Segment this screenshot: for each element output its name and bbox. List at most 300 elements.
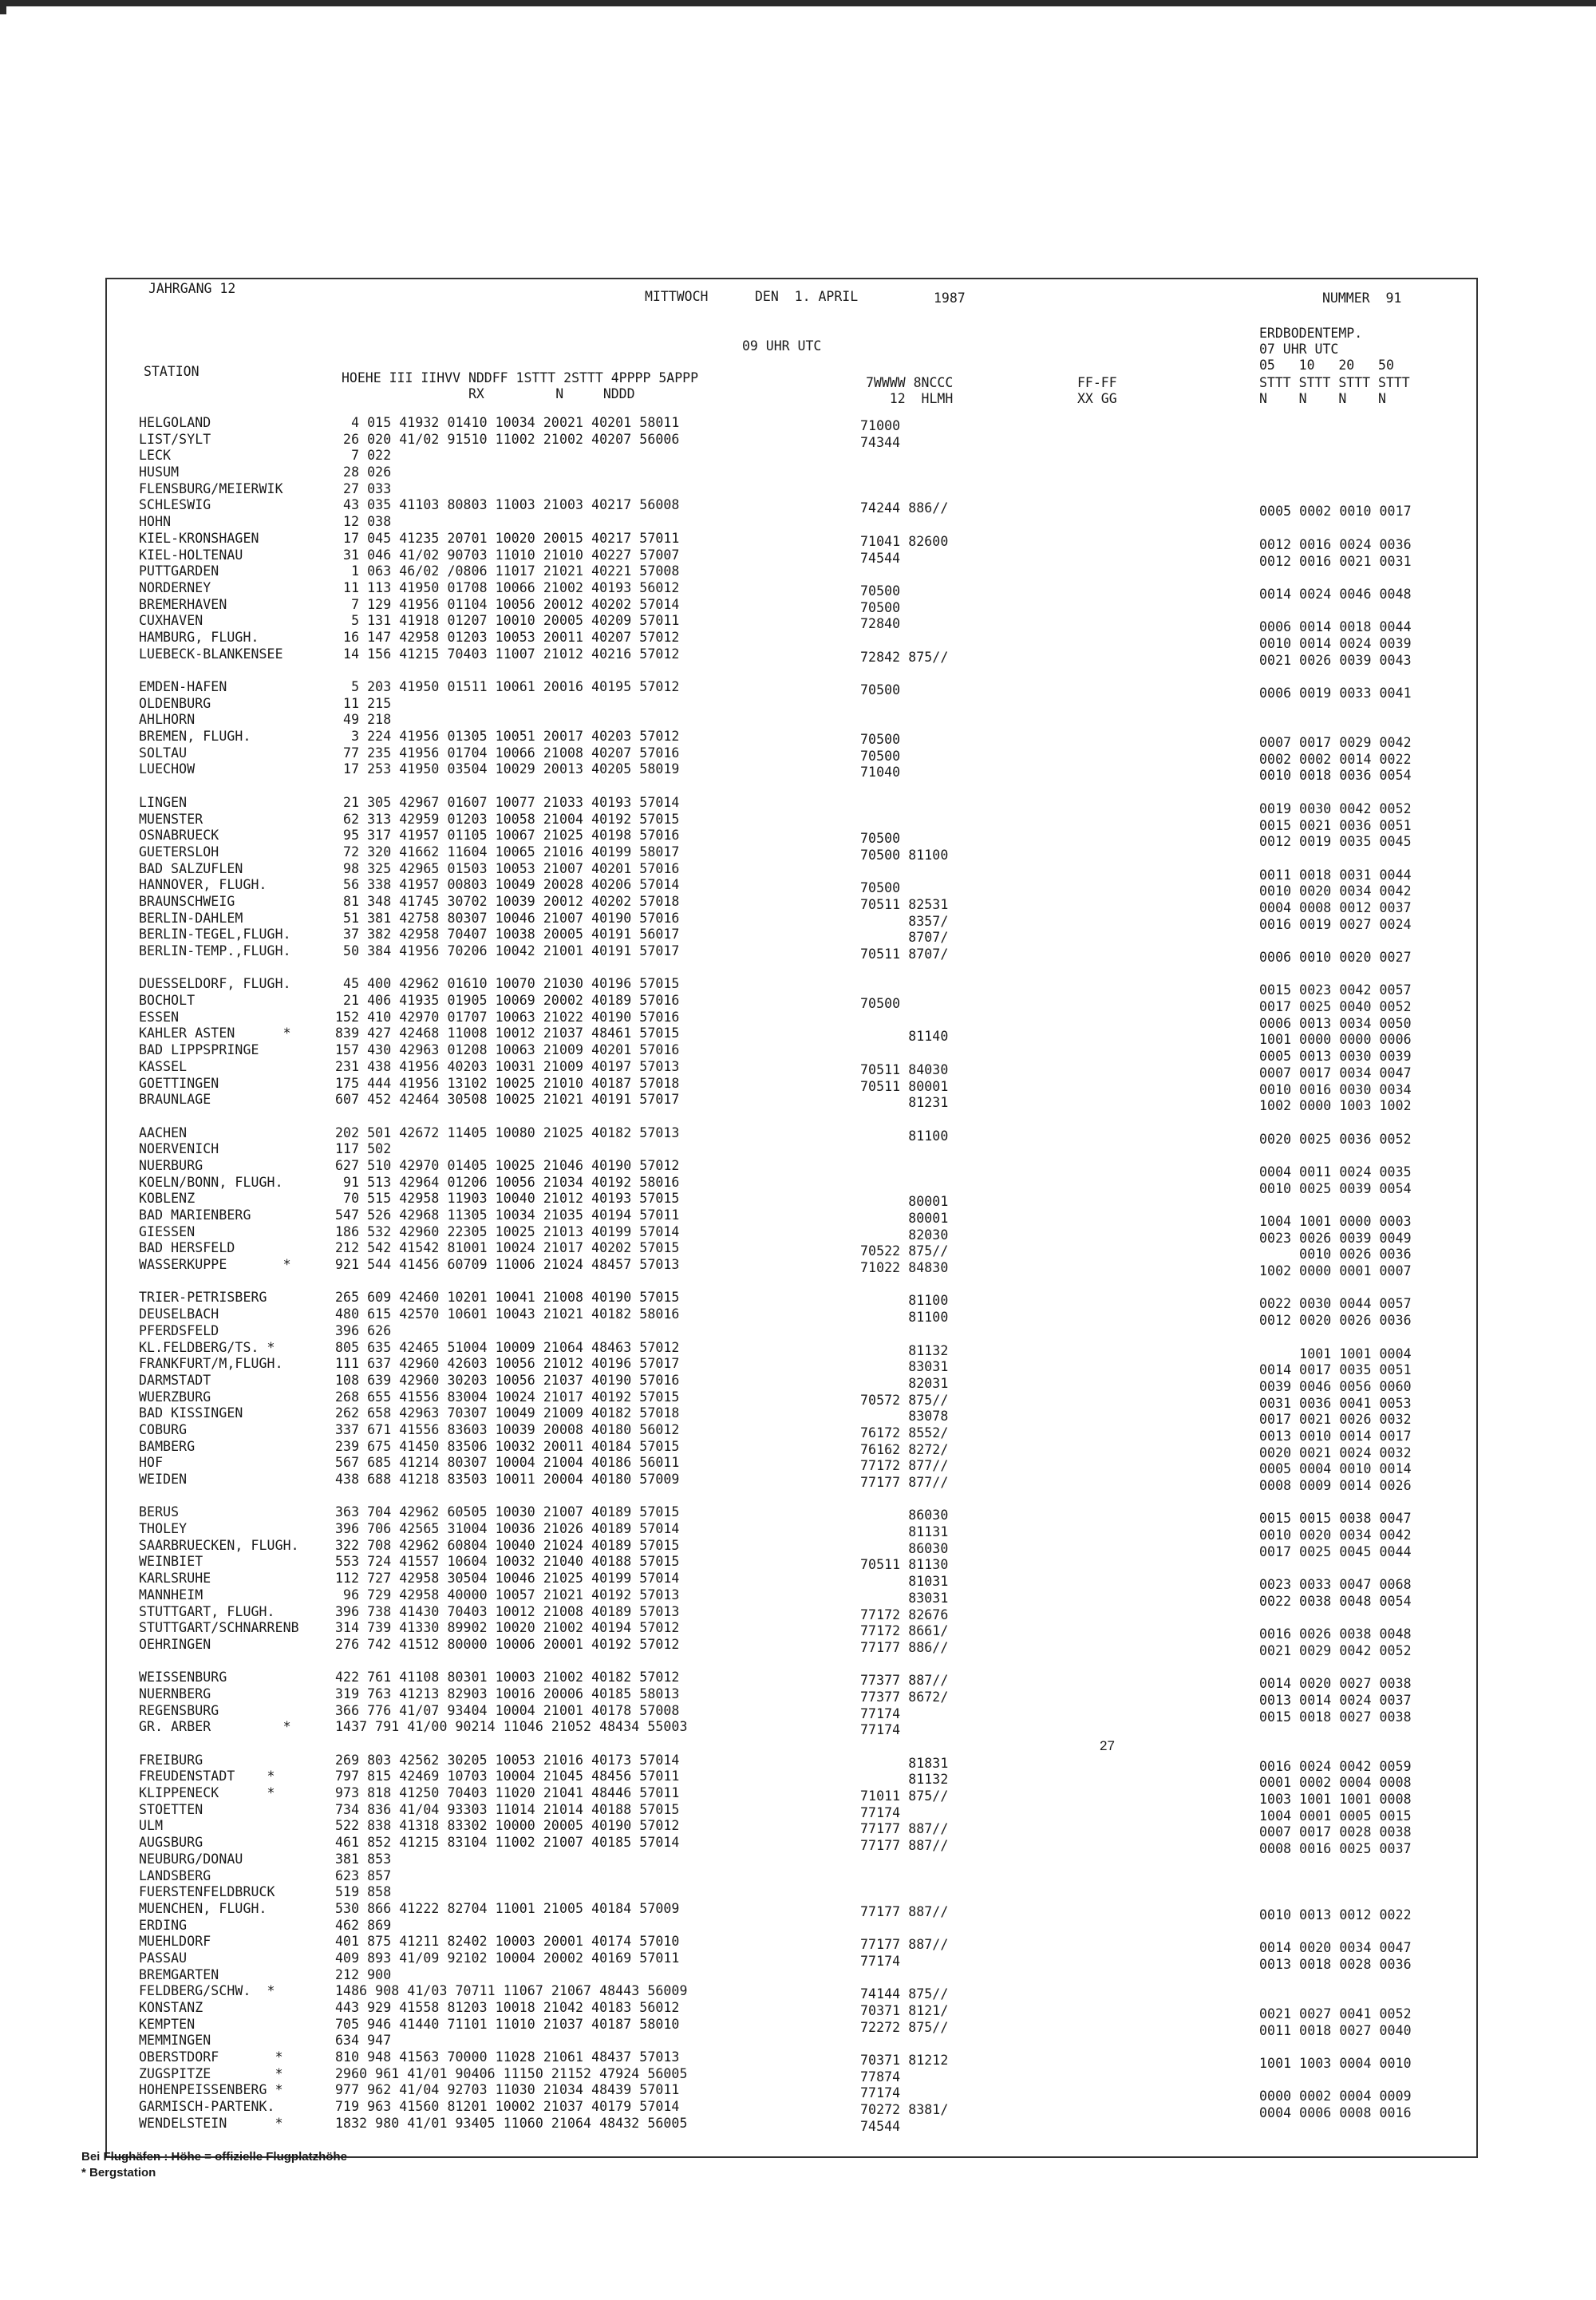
weather-values: 74544 [860,550,901,566]
synop-values: 1486 908 41/03 70711 11067 21067 48443 56009 [335,1983,688,1999]
station-name: GARMISCH-PARTENK. [139,2099,275,2115]
weather-code-column [860,418,948,2136]
synop-values [335,662,688,679]
synop-values: 519 858 [335,1884,392,1900]
weather-values [860,963,948,980]
weather-values: 70371 81212 [860,2053,949,2069]
soil-values [1259,1742,1412,1759]
weather-values [860,451,948,468]
soil-values: 0010 0026 0036 [1259,1247,1412,1263]
synop-values: 17 253 41950 03504 10029 20013 40205 58019 [335,761,680,777]
station-name: BERUS [139,1504,180,1520]
weather-values: 8357/ [860,913,949,929]
soil-values: 0015 0015 0038 0047 [1259,1511,1412,1527]
weather-columns-subheader: 12 HLMH [866,391,954,406]
synop-values: 438 688 41218 83503 10011 20004 40180 57009 [335,1472,680,1487]
synop-values: 51 381 42758 80307 10046 21007 40190 57016 [335,910,680,926]
weather-values: 77174 [860,1722,901,1738]
synop-values: 186 532 42960 22305 10025 21013 40199 57014 [335,1223,680,1239]
synop-values: 72 320 41662 11604 10065 21016 40199 58017 [335,844,680,860]
synop-values: 231 438 41956 40203 10031 21009 40197 57013 [335,1058,680,1074]
soil-values [1259,851,1412,867]
station-name: SAARBRUECKEN, FLUGH. [139,1537,299,1553]
wind-columns-header: FF-FF [1077,375,1117,390]
synop-values: 7 022 [335,448,392,464]
soil-values: 0016 0019 0027 0024 [1259,916,1412,932]
station-name: HOF [139,1455,164,1471]
station-name: HELGOLAND [139,415,211,430]
station-name: REGENSBURG [139,1702,219,1718]
year-label: 1987 [934,290,966,306]
synop-values [335,1654,688,1670]
station-name: GR. ARBER * [139,1719,291,1735]
weather-values: 81831 [860,1755,949,1771]
synop-values: 734 836 41/04 93303 11014 21014 40188 57015 [335,1801,680,1817]
weather-values [860,633,948,650]
station-name: FUERSTENFELDBRUCK [139,1884,275,1900]
soil-values: 1004 0001 0005 0015 [1259,1808,1412,1824]
weather-values: 71041 82600 [860,533,949,549]
soil-values: 1002 0000 0001 0007 [1259,1263,1412,1279]
page-top-border [0,0,1596,6]
weather-values: 74344 [860,434,901,450]
weather-values [860,666,948,682]
synop-values: 81 348 41745 30702 10039 20012 40202 57018 [335,893,680,909]
soil-values: 0010 0016 0030 0034 [1259,1081,1412,1097]
weather-values: 74144 875// [860,1986,949,2002]
weather-values [860,699,948,716]
weather-values: 70511 80001 [860,1078,949,1094]
station-name: BAD MARIENBERG [139,1207,251,1223]
synop-values: 45 400 42962 01610 10070 21030 40196 57015 [335,976,680,992]
synop-values: 921 544 41456 60709 11006 21024 48457 57013 [335,1257,680,1273]
weather-columns-header: 7WWWW 8NCCC [866,375,954,390]
station-name: SCHLESWIG [139,497,211,513]
synop-values: 314 739 41330 89902 10020 21002 40194 57012 [335,1620,680,1636]
weather-values: 71011 875// [860,1788,949,1804]
station-name: BERLIN-TEMP.,FLUGH. [139,943,291,958]
soil-values: 0014 0024 0046 0048 [1259,586,1412,602]
synop-values: 70 515 42958 11903 10040 21012 40193 57015 [335,1191,680,1207]
weather-values: 74544 [860,2118,901,2134]
soil-values: 0001 0002 0004 0008 [1259,1775,1412,1791]
soil-values: 0008 0016 0025 0037 [1259,1841,1412,1857]
date-label: DEN 1. APRIL [755,289,859,304]
soil-values [1259,1924,1412,1941]
weather-values: 80001 [860,1211,949,1226]
synop-values: 49 218 [335,712,392,728]
soil-values [1259,1280,1412,1297]
soil-values: 0022 0038 0048 0054 [1259,1593,1412,1609]
soil-temp-column [1259,421,1412,2139]
weather-values [860,1887,948,1904]
station-name: STOETTEN [139,1801,203,1817]
station-name: HOHN [139,514,172,530]
synop-values: 797 815 42469 10703 10004 21045 48456 57011 [335,1768,680,1784]
synop-values: 269 803 42562 30205 10053 21016 40173 57014 [335,1752,680,1768]
synop-values [335,1109,688,1125]
weather-values: 83031 [860,1590,949,1606]
station-name: AUGSBURG [139,1835,203,1851]
weather-values [860,484,948,501]
weather-values: 77177 886// [860,1639,949,1655]
station-name: COBURG [139,1421,188,1437]
station-name: BRAUNLAGE [139,1092,211,1108]
soil-values [1259,471,1412,488]
weather-values: 82031 [860,1375,949,1391]
station-name: ULM [139,1818,164,1834]
station-name: KL.FELDBERG/TS. * [139,1339,275,1355]
synop-values: 37 382 42958 70407 10038 20005 40191 56017 [335,927,680,943]
station-name [139,778,299,795]
weather-values: 86030 [860,1508,949,1523]
weather-values: 81132 [860,1772,949,1788]
weather-values [860,1045,948,1062]
soil-values: 0014 0020 0027 0038 [1259,1676,1412,1692]
station-name: KLIPPENECK * [139,1785,275,1801]
weather-values [860,1970,948,1987]
synop-values: 239 675 41450 83506 10032 20011 40184 57015 [335,1438,680,1454]
soil-values [1259,1990,1412,2006]
soil-temp-title: ERDBODENTEMP. [1259,326,1363,341]
station-name: WUERZBURG [139,1389,211,1405]
soil-values: 0012 0016 0021 0031 [1259,553,1412,569]
synop-values: 56 338 41957 00803 10049 20028 40206 57014 [335,877,680,893]
weather-values: 70272 8381/ [860,2102,949,2118]
weather-values: 70511 82531 [860,896,949,912]
synop-values: 17 045 41235 20701 10020 20015 40217 57011 [335,530,680,546]
soil-values: 1004 1001 0000 0003 [1259,1214,1412,1229]
soil-values: 0014 0017 0035 0051 [1259,1362,1412,1378]
station-name: NUERBURG [139,1157,203,1173]
soil-values: 0007 0017 0034 0047 [1259,1065,1412,1081]
weather-values [860,815,948,832]
soil-columns-subheader: N N N N [1259,391,1386,406]
station-name: CUXHAVEN [139,613,203,629]
station-name: ZUGSPITZE * [139,2065,283,2081]
station-name: DEUSELBACH [139,1306,219,1322]
station-name: BRAUNSCHWEIG [139,893,235,909]
synop-values: 547 526 42968 11305 10034 21035 40194 57011 [335,1207,680,1223]
weather-values: 81100 [860,1293,949,1309]
synop-values: 21 305 42967 01607 10077 21033 40193 57014 [335,794,680,810]
weather-values: 77177 877// [860,1475,949,1490]
synop-values: 262 658 42963 70307 10049 21009 40182 57018 [335,1405,680,1421]
weather-values: 77177 887// [860,1937,949,1953]
weather-values: 77377 887// [860,1673,949,1689]
weather-values [860,1657,948,1674]
station-name: OEHRINGEN [139,1636,211,1652]
soil-values: 0020 0021 0024 0032 [1259,1444,1412,1460]
soil-values [1259,702,1412,719]
soil-values [1259,438,1412,455]
station-name: LUECHOW [139,761,196,777]
synop-values: 157 430 42963 01208 10063 21009 40201 57016 [335,1042,680,1058]
soil-values [1259,1974,1412,1990]
weather-values: 77172 877// [860,1458,949,1474]
station-name: KEMPTEN [139,2016,196,2032]
soil-values: 0005 0002 0010 0017 [1259,504,1412,520]
station-name: EMDEN-HAFEN [139,679,227,694]
page-corner-mark [0,6,6,14]
jahrgang-label: JAHRGANG 12 [148,281,236,296]
station-name: STUTTGART, FLUGH. [139,1603,275,1619]
soil-values [1259,2073,1412,2089]
station-name: FLENSBURG/MEIERWIK [139,480,283,496]
weather-values: 70522 875// [860,1243,949,1259]
soil-values: 0021 0026 0039 0043 [1259,652,1412,668]
synop-values: 422 761 41108 80301 10003 21002 40182 57012 [335,1670,680,1685]
soil-values: 0007 0017 0029 0042 [1259,735,1412,751]
synop-values: 973 818 41250 70403 11020 21041 48446 57011 [335,1785,680,1801]
station-name [139,1654,299,1670]
synop-values [335,1488,688,1505]
station-name: AHLHORN [139,712,196,728]
synop-values: 396 706 42565 31004 10036 21026 40189 57014 [335,1521,680,1537]
soil-values [1259,1858,1412,1875]
station-name: MUEHLDORF [139,1934,211,1950]
weather-values [860,1871,948,1888]
soil-values: 0011 0018 0031 0044 [1259,867,1412,883]
synop-values: 1832 980 41/01 93405 11060 21064 48432 56005 [335,2115,688,2131]
soil-values: 0005 0004 0010 0014 [1259,1461,1412,1477]
soil-values: 0022 0030 0044 0057 [1259,1296,1412,1312]
synop-values: 443 929 41558 81203 10018 21042 40183 56012 [335,2000,680,2015]
soil-values: 0031 0036 0041 0053 [1259,1395,1412,1411]
synop-values: 396 626 [335,1322,392,1338]
weather-values: 70500 [860,748,901,764]
synop-values: 27 033 [335,480,392,496]
weather-values: 70511 81130 [860,1557,949,1573]
soil-values: 0012 0016 0024 0036 [1259,536,1412,552]
synop-values: 719 963 41560 81201 10002 21037 40179 57014 [335,2099,680,2115]
synop-values: 480 615 42570 10601 10043 21021 40182 58016 [335,1306,680,1322]
station-name: DUESSELDORF, FLUGH. [139,976,291,992]
station-name: PUTTGARDEN [139,563,219,579]
station-name: KASSEL [139,1058,188,1074]
station-name: BERLIN-TEGEL,FLUGH. [139,927,291,943]
station-name: ESSEN [139,1009,180,1025]
weather-values: 77174 [860,2085,901,2101]
soil-values [1259,1197,1412,1214]
weekday-label: MITTWOCH [645,289,709,304]
station-name: KIEL-KRONSHAGEN [139,530,259,546]
synop-values: 461 852 41215 83104 11002 21007 40185 57014 [335,1835,680,1851]
synop-values: 627 510 42970 01405 10025 21046 40190 57012 [335,1157,680,1173]
soil-values [1259,421,1412,438]
station-name: LANDSBERG [139,1867,211,1883]
soil-values: 0015 0021 0036 0051 [1259,817,1412,833]
soil-values: 0005 0013 0030 0039 [1259,1049,1412,1065]
soil-values: 0010 0013 0012 0022 [1259,1907,1412,1923]
station-name: NORDERNEY [139,579,211,595]
weather-values: 70511 8707/ [860,946,949,962]
code-columns-subheader: RX N NDDD [342,386,635,401]
soil-values: 0013 0018 0028 0036 [1259,1956,1412,1972]
soil-values: 0010 0020 0034 0042 [1259,883,1412,899]
station-name [139,1274,299,1290]
weather-values: 70500 [860,682,901,698]
soil-temp-time: 07 UHR UTC [1259,342,1339,357]
soil-values [1259,966,1412,983]
station-name: NOERVENICH [139,1141,219,1157]
station-name: TRIER-PETRISBERG [139,1290,267,1306]
soil-values: 0000 0002 0004 0009 [1259,2089,1412,2104]
synop-values: 3 224 41956 01305 10051 20017 40203 57012 [335,729,680,745]
station-name: PFERDSFELD [139,1322,219,1338]
soil-values [1259,1891,1412,1907]
synop-values: 4 015 41932 01410 10034 20021 40201 58011 [335,415,680,430]
synop-values: 607 452 42464 30508 10025 21021 40191 57017 [335,1092,680,1108]
soil-values [1259,454,1412,471]
observation-time: 09 UHR UTC [742,338,822,354]
soil-values: 0002 0002 0014 0022 [1259,751,1412,767]
synop-values: 16 147 42958 01203 10053 20011 40207 57012 [335,629,680,645]
weather-values [860,715,948,732]
issue-number: NUMMER 91 [1322,290,1402,306]
weather-values: 77172 82676 [860,1606,949,1622]
weather-values: 77174 [860,1804,901,1820]
soil-values: 0013 0014 0024 0037 [1259,1692,1412,1708]
soil-values [1259,1660,1412,1677]
weather-values: 70500 [860,831,901,847]
weather-values: 70500 [860,599,901,615]
weather-values: 81132 [860,1342,949,1358]
soil-values: 0012 0019 0035 0045 [1259,834,1412,850]
synop-values: 21 406 41935 01905 10069 20002 40189 57016 [335,993,680,1009]
weather-values: 72272 875// [860,2019,949,2035]
synop-values: 62 313 42959 01203 10058 21004 40192 57015 [335,811,680,827]
soil-values: 0007 0017 0028 0038 [1259,1824,1412,1840]
weather-values [860,468,948,484]
weather-values: 71022 84830 [860,1260,949,1276]
synop-values: 31 046 41/02 90703 11010 21010 40227 57007 [335,547,680,563]
weather-values: 82030 [860,1227,949,1243]
synop-values: 112 727 42958 30504 10046 21025 40199 57014 [335,1571,680,1587]
station-name: OBERSTDORF * [139,2049,283,2065]
weather-values: 77174 [860,1953,901,1969]
station-name: FRANKFURT/M,FLUGH. [139,1356,283,1372]
weather-values: 77177 887// [860,1903,949,1919]
station-name: WEISSENBURG [139,1670,227,1685]
weather-values: 86030 [860,1540,949,1556]
station-name: OLDENBURG [139,695,211,711]
synop-values [335,1736,688,1753]
weather-values [860,1492,948,1508]
soil-values: 1002 0000 1003 1002 [1259,1098,1412,1114]
station-name: HUSUM [139,464,180,480]
synop-values: 11 215 [335,695,392,711]
synop-values: 623 857 [335,1867,392,1883]
weather-values: 72842 875// [860,649,949,665]
station-name: MANNHEIM [139,1587,203,1602]
weather-values: 81100 [860,1128,949,1144]
synop-values: 337 671 41556 83603 10039 20008 40180 56012 [335,1421,680,1437]
station-name: LUEBECK-BLANKENSEE [139,646,283,662]
station-name: BREMEN, FLUGH. [139,729,251,745]
station-name [139,1488,299,1505]
synop-values: 95 317 41957 01105 10067 21025 40198 57016 [335,828,680,844]
synop-values: 462 869 [335,1917,392,1933]
station-name: DARMSTADT [139,1372,211,1388]
weather-values: 80001 [860,1194,949,1210]
synop-values [335,1274,688,1290]
weather-values: 70572 875// [860,1392,949,1408]
synop-values: 111 637 42960 42603 10056 21012 40196 57017 [335,1356,680,1372]
station-name: HANNOVER, FLUGH. [139,877,267,893]
soil-values: 1001 0000 0000 0006 [1259,1032,1412,1048]
soil-values: 0023 0033 0047 0068 [1259,1577,1412,1593]
weather-values: 81031 [860,1574,949,1590]
synop-values: 409 893 41/09 92102 10004 20002 40169 57011 [335,1950,680,1966]
weather-values: 71040 [860,765,901,780]
soil-values [1259,669,1412,686]
soil-values: 0017 0021 0026 0032 [1259,1412,1412,1428]
synop-values: 366 776 41/07 93404 10004 21001 40178 57008 [335,1702,680,1718]
station-name: LIST/SYLT [139,431,211,447]
station-name: GOETTINGEN [139,1075,219,1091]
synop-values: 212 900 [335,1966,392,1982]
soil-values: 0010 0025 0039 0054 [1259,1180,1412,1196]
weather-values: 77177 887// [860,1821,949,1837]
soil-values [1259,1875,1412,1891]
soil-values: 1001 1003 0004 0010 [1259,2056,1412,2072]
synop-values: 276 742 41512 80000 10006 20001 40192 57012 [335,1636,680,1652]
soil-values: 1001 1001 0004 [1259,1346,1412,1361]
weather-values: 77874 [860,2069,901,2085]
station-name: FELDBERG/SCHW. * [139,1983,275,1999]
station-name: SOLTAU [139,745,188,761]
synop-values: 1437 791 41/00 90214 11046 21052 48434 55003 [335,1719,688,1735]
soil-values: 0006 0014 0018 0044 [1259,619,1412,635]
station-name: BAD KISSINGEN [139,1405,243,1421]
soil-values [1259,1148,1412,1164]
soil-values [1259,1330,1412,1346]
station-name: KIEL-HOLTENAU [139,547,243,563]
synop-values: 810 948 41563 70000 11028 21061 48437 57013 [335,2049,680,2065]
soil-values: 0008 0009 0014 0026 [1259,1478,1412,1493]
soil-values: 0016 0026 0038 0048 [1259,1626,1412,1642]
soil-values [1259,1725,1412,1742]
weather-values: 70371 8121/ [860,2003,949,2018]
synop-values: 567 685 41214 80307 10004 21004 40186 56011 [335,1455,680,1471]
weather-values: 76162 8272/ [860,1441,949,1457]
weather-values: 83031 [860,1359,949,1375]
synop-values: 117 502 [335,1141,392,1157]
synop-values: 202 501 42672 11405 10080 21025 40182 57013 [335,1124,680,1140]
weather-values [860,1161,948,1178]
station-name: WENDELSTEIN * [139,2115,283,2131]
weather-values [860,517,948,534]
synop-values: 11 113 41950 01708 10066 21002 40193 56012 [335,579,680,595]
soil-values: 0006 0013 0034 0050 [1259,1015,1412,1031]
weather-values: 70500 [860,880,901,896]
station-name-column [139,415,299,2132]
soil-values: 0013 0010 0014 0017 [1259,1428,1412,1444]
synop-values: 265 609 42460 10201 10041 21008 40190 57015 [335,1290,680,1306]
weather-values [860,781,948,798]
weather-values [860,864,948,881]
station-name [139,662,299,679]
synop-values: 553 724 41557 10604 10032 21040 40188 57015 [335,1554,680,1570]
synop-values: 401 875 41211 82402 10003 20001 40174 57010 [335,1934,680,1950]
station-name: KAHLER ASTEN * [139,1026,291,1041]
soil-values [1259,718,1412,735]
synop-values: 396 738 41430 70403 10012 21008 40189 57013 [335,1603,680,1619]
soil-values: 0015 0023 0042 0057 [1259,982,1412,998]
weather-values: 70500 81100 [860,847,949,863]
soil-values: 0017 0025 0045 0044 [1259,1543,1412,1559]
